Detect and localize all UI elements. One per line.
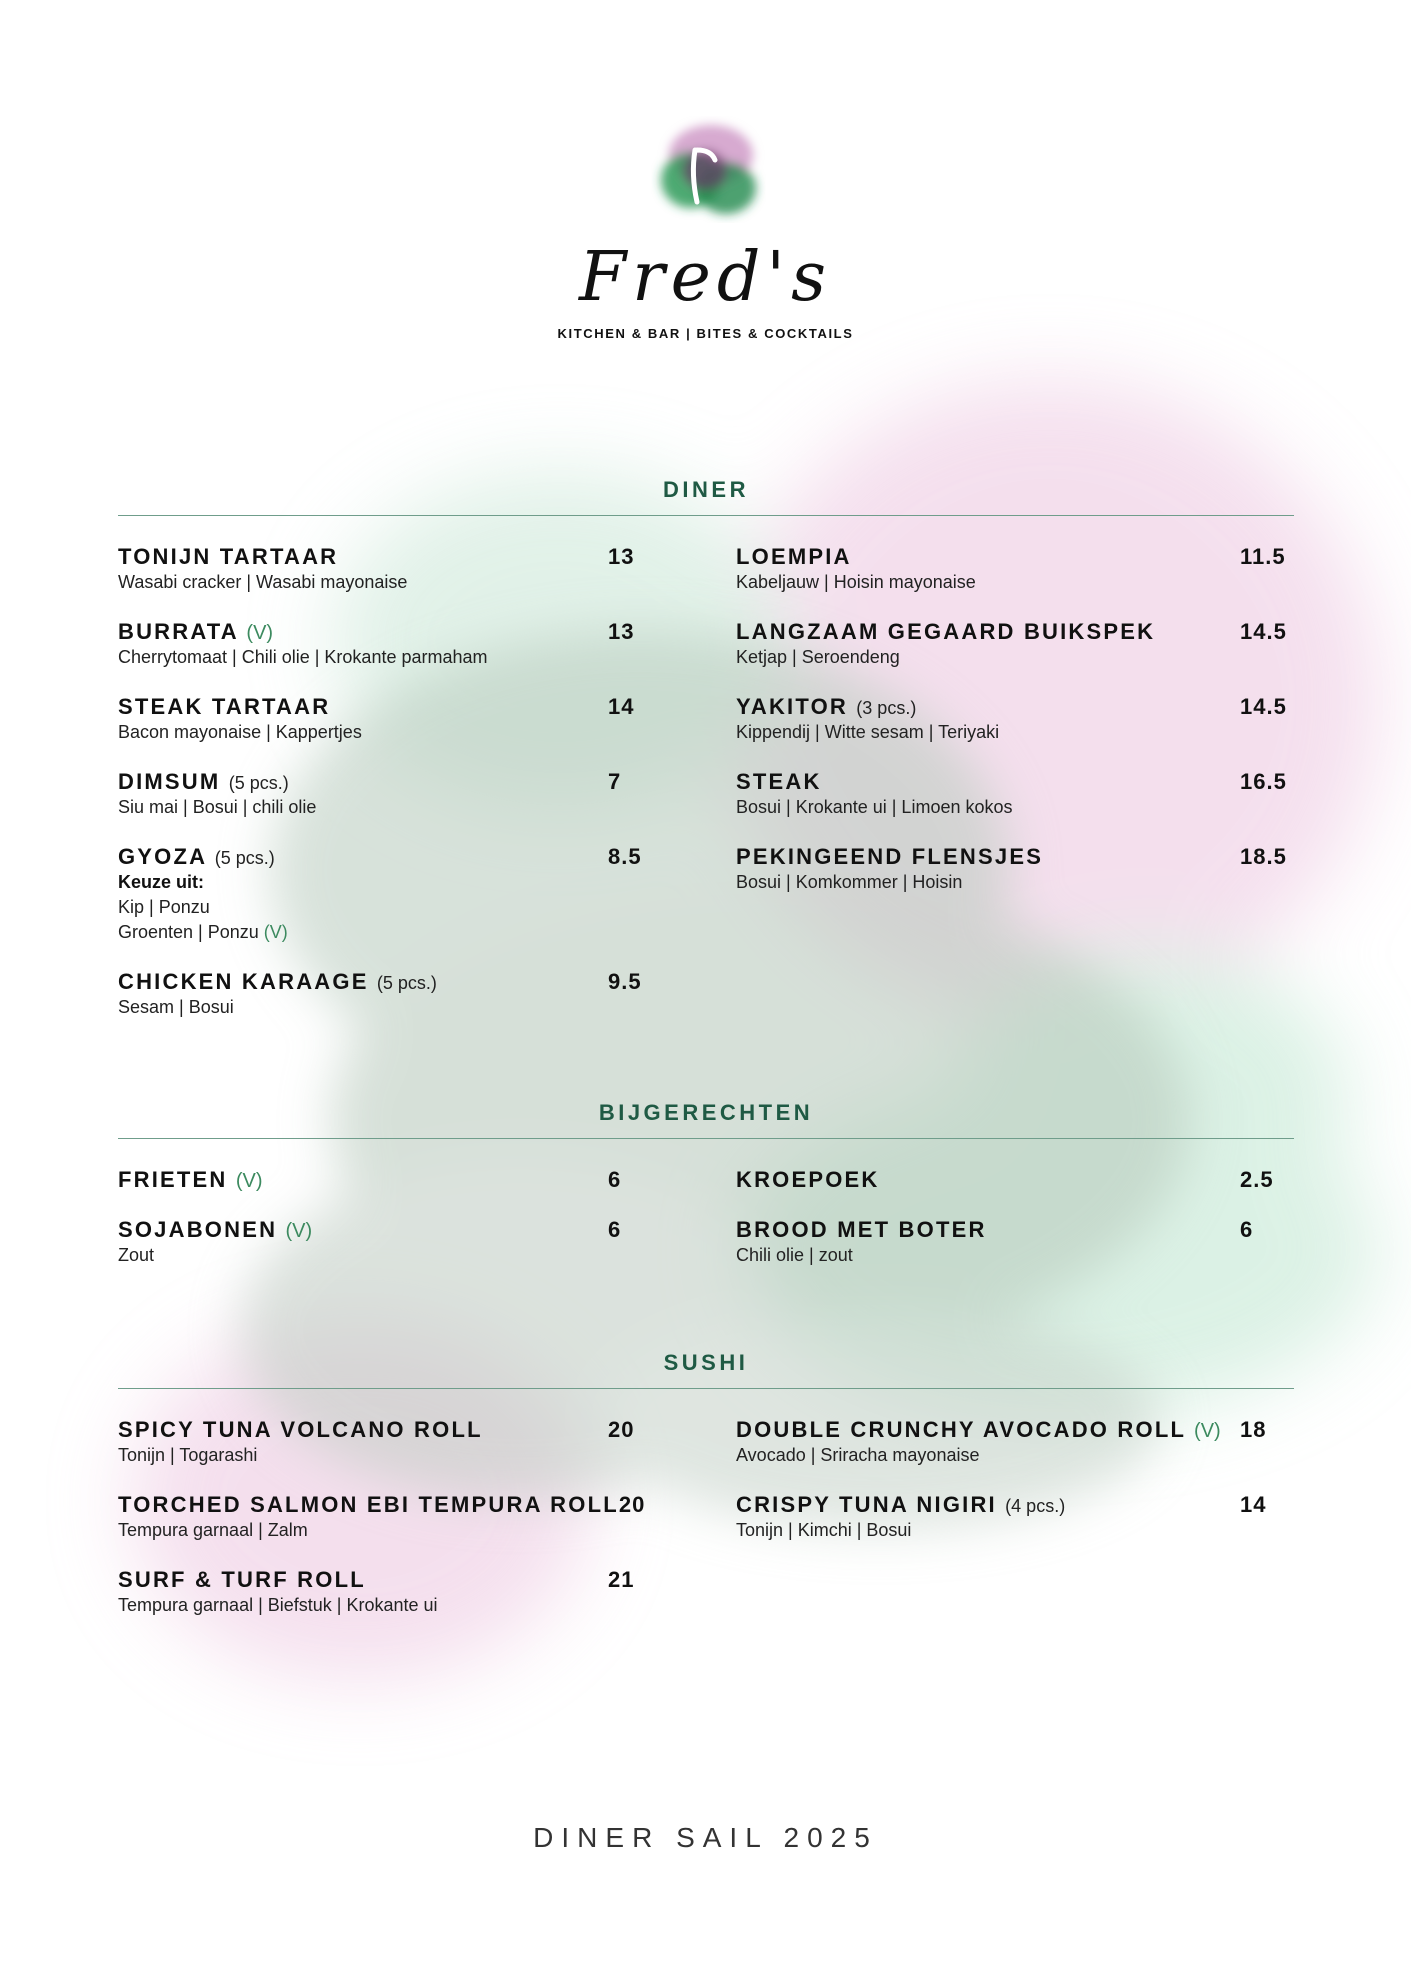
menu-item-price: 2.5 bbox=[1240, 1167, 1274, 1192]
menu-item-row bbox=[118, 544, 658, 570]
choice-option bbox=[118, 895, 658, 920]
menu-item-row bbox=[118, 619, 658, 645]
menu-item-description: Siu mai | Bosui | chili olie bbox=[118, 797, 317, 817]
menu-item-row bbox=[118, 844, 658, 870]
section-divider bbox=[118, 515, 1294, 516]
menu-item-description: Tonijn | Togarashi bbox=[118, 1445, 258, 1465]
menu-item-row bbox=[118, 1167, 658, 1193]
menu-item-price: 20 bbox=[608, 1417, 635, 1442]
menu-item-description: Tonijn | Kimchi | Bosui bbox=[736, 1520, 912, 1540]
menu-item bbox=[118, 1167, 658, 1193]
section-sushi bbox=[118, 1348, 1294, 1642]
menu-item-title bbox=[118, 694, 330, 720]
menu-item-row bbox=[118, 769, 658, 795]
menu-column-left bbox=[118, 544, 658, 1044]
menu-item-row bbox=[118, 694, 658, 720]
menu-item-name: STEAK bbox=[736, 769, 822, 794]
menu-column-right bbox=[736, 544, 1294, 1044]
menu-item-description: Ketjap | Seroendeng bbox=[736, 647, 900, 667]
menu-item-name: GYOZA bbox=[118, 844, 207, 869]
menu-item-title bbox=[118, 1492, 619, 1518]
logo-tagline: KITCHEN & BAR | BITES & COCKTAILS bbox=[557, 326, 854, 341]
menu-item-description: Bosui | Krokante ui | Limoen kokos bbox=[736, 797, 1013, 817]
menu-item-price: 18 bbox=[1240, 1417, 1267, 1442]
menu-item-name: SPICY TUNA VOLCANO ROLL bbox=[118, 1417, 483, 1442]
menu-item-price: 14.5 bbox=[1240, 694, 1287, 719]
menu-column-right bbox=[736, 1167, 1294, 1292]
menu-item-price: 18.5 bbox=[1240, 844, 1287, 869]
vegetarian-badge: (V) bbox=[263, 922, 288, 942]
portion-note: (4 pcs.) bbox=[1005, 1496, 1066, 1516]
menu-item bbox=[736, 544, 1294, 595]
menu-item-name: SOJABONEN bbox=[118, 1217, 278, 1242]
menu-item-price: 21 bbox=[608, 1567, 635, 1592]
menu-item-title bbox=[736, 769, 822, 795]
menu-item-name: LOEMPIA bbox=[736, 544, 852, 569]
section-divider bbox=[118, 1388, 1294, 1389]
menu-item-description: Sesam | Bosui bbox=[118, 997, 234, 1017]
menu-item-title bbox=[118, 1217, 312, 1243]
portion-note: (3 pcs.) bbox=[856, 698, 917, 718]
menu-item-title bbox=[736, 544, 852, 570]
menu-item bbox=[118, 694, 658, 745]
header bbox=[0, 110, 1411, 341]
menu-item-row bbox=[118, 1217, 658, 1243]
choice-option bbox=[118, 920, 658, 945]
section-bijgerechten bbox=[118, 1098, 1294, 1292]
menu-item-title bbox=[118, 1417, 483, 1443]
portion-note: (5 pcs.) bbox=[228, 773, 289, 793]
menu-item-title bbox=[736, 1217, 987, 1243]
menu-item-title bbox=[736, 619, 1155, 645]
menu-item-description: Zout bbox=[118, 1245, 155, 1265]
menu-item-title bbox=[118, 969, 437, 995]
menu-item-name: FRIETEN bbox=[118, 1167, 228, 1192]
menu-item bbox=[736, 1492, 1294, 1543]
footer-title: DINER SAIL 2025 bbox=[533, 1822, 878, 1853]
menu-item bbox=[118, 544, 658, 595]
menu-item-name: KROEPOEK bbox=[736, 1167, 880, 1192]
menu-item-price: 13 bbox=[608, 619, 635, 644]
menu-item-row bbox=[118, 1492, 658, 1518]
section-divider bbox=[118, 1138, 1294, 1139]
menu-item-name: BROOD MET BOTER bbox=[736, 1217, 987, 1242]
menu-item-price: 13 bbox=[608, 544, 635, 569]
menu-item-price: 16.5 bbox=[1240, 769, 1287, 794]
menu-item bbox=[118, 1492, 658, 1543]
menu-item-price: 6 bbox=[1240, 1217, 1254, 1242]
menu-item-description: Bacon mayonaise | Kappertjes bbox=[118, 722, 362, 742]
menu-item bbox=[118, 619, 658, 670]
menu-item-row bbox=[736, 769, 1294, 795]
menu-item-price: 14 bbox=[608, 694, 635, 719]
menu-item-row bbox=[118, 1567, 658, 1593]
menu-item-name: CRISPY TUNA NIGIRI bbox=[736, 1492, 997, 1517]
menu-item-name: DOUBLE CRUNCHY AVOCADO ROLL bbox=[736, 1417, 1186, 1442]
menu-item-name: YAKITOR bbox=[736, 694, 848, 719]
section-title: SUSHI bbox=[663, 1350, 749, 1375]
menu-item-name: LANGZAAM GEGAARD BUIKSPEK bbox=[736, 619, 1156, 644]
menu-item-description: Tempura garnaal | Biefstuk | Krokante ui bbox=[118, 1595, 438, 1615]
menu-item-price: 6 bbox=[608, 1217, 622, 1242]
choice-label: Keuze uit: bbox=[118, 872, 205, 892]
section-title: DINER bbox=[663, 477, 749, 502]
menu-item bbox=[736, 1167, 1294, 1193]
logo-wordmark: Fred's bbox=[578, 238, 833, 317]
menu-item-row bbox=[736, 844, 1294, 870]
vegetarian-badge: (V) bbox=[1194, 1420, 1221, 1442]
menu-item-row bbox=[736, 694, 1294, 720]
menu-item-title bbox=[118, 544, 338, 570]
menu-item bbox=[118, 769, 658, 820]
portion-note: (5 pcs.) bbox=[214, 848, 275, 868]
section-diner bbox=[118, 475, 1294, 1044]
menu-item-name: CHICKEN KARAAGE bbox=[118, 969, 369, 994]
menu-item-price: 14 bbox=[1240, 1492, 1267, 1517]
menu-item-price: 9.5 bbox=[608, 969, 642, 994]
menu-item-row bbox=[736, 1417, 1294, 1443]
menu-item bbox=[118, 844, 658, 945]
menu-item-price: 8.5 bbox=[608, 844, 642, 869]
menu-item-row bbox=[736, 1217, 1294, 1243]
portion-note: (5 pcs.) bbox=[376, 973, 437, 993]
menu-item-price: 6 bbox=[608, 1167, 622, 1192]
menu-item-price: 7 bbox=[608, 769, 622, 794]
menu-column-left bbox=[118, 1167, 658, 1292]
menu-item-name: PEKINGEEND FLENSJES bbox=[736, 844, 1044, 869]
menu-item-description: Bosui | Komkommer | Hoisin bbox=[736, 872, 963, 892]
menu-item-price: 20 bbox=[618, 1492, 646, 1517]
menu-item-row bbox=[118, 969, 658, 995]
menu-item-name: BURRATA bbox=[118, 619, 239, 644]
menu-item-name: STEAK TARTAAR bbox=[118, 694, 331, 719]
menu-item-title bbox=[736, 844, 1043, 870]
section-title: BIJGERECHTEN bbox=[598, 1100, 814, 1125]
menu-item-title bbox=[118, 1167, 263, 1193]
vegetarian-badge: (V) bbox=[235, 1170, 263, 1192]
menu-item-row bbox=[736, 1492, 1294, 1518]
menu-item-name: DIMSUM bbox=[118, 769, 221, 794]
menu-item-title bbox=[118, 769, 289, 795]
menu-item-title bbox=[736, 1417, 1221, 1443]
menu-item-row bbox=[736, 544, 1294, 570]
vegetarian-badge: (V) bbox=[246, 622, 274, 644]
menu-item-title bbox=[736, 1167, 880, 1193]
menu-item bbox=[118, 1567, 658, 1618]
menu-item-price: 14.5 bbox=[1240, 619, 1287, 644]
menu-item-title bbox=[118, 619, 273, 645]
menu-item bbox=[736, 844, 1294, 895]
menu-item bbox=[736, 769, 1294, 820]
choice-option-text: Kip | Ponzu bbox=[118, 897, 210, 917]
menu-item bbox=[118, 969, 658, 1020]
menu-item-title bbox=[736, 694, 916, 720]
menu-item-title bbox=[118, 1567, 366, 1593]
menu-item-row bbox=[118, 1417, 658, 1443]
menu-item-description: Wasabi cracker | Wasabi mayonaise bbox=[118, 572, 408, 592]
menu-item bbox=[118, 1217, 658, 1268]
menu-column-right bbox=[736, 1417, 1294, 1642]
logo-watercolor-icon bbox=[641, 110, 771, 240]
menu-item bbox=[736, 694, 1294, 745]
menu-item-description: Avocado | Sriracha mayonaise bbox=[736, 1445, 980, 1465]
menu-item-name: TONIJN TARTAAR bbox=[118, 544, 339, 569]
menu-item bbox=[118, 1417, 658, 1468]
menu-item-title bbox=[736, 1492, 1065, 1518]
menu-item-description: Chili olie | zout bbox=[736, 1245, 853, 1265]
menu-item-name: TORCHED SALMON EBI TEMPURA ROLL bbox=[118, 1492, 619, 1517]
menu-item-title bbox=[118, 844, 275, 870]
menu-item bbox=[736, 1217, 1294, 1268]
menu-item-description: Tempura garnaal | Zalm bbox=[118, 1520, 308, 1540]
menu-item-row bbox=[736, 619, 1294, 645]
menu-item-price: 11.5 bbox=[1240, 544, 1286, 569]
menu-item-row bbox=[736, 1167, 1294, 1193]
menu-item-description: Cherrytomaat | Chili olie | Krokante parmaham bbox=[118, 647, 488, 667]
menu-item-description: Kabeljauw | Hoisin mayonaise bbox=[736, 572, 976, 592]
vegetarian-badge: (V) bbox=[285, 1220, 313, 1242]
menu-item-description: Kippendij | Witte sesam | Teriyaki bbox=[736, 722, 1000, 742]
menu-item bbox=[736, 1417, 1294, 1468]
menu-item-name: SURF & TURF ROLL bbox=[118, 1567, 366, 1592]
choice-option-text: Groenten | Ponzu bbox=[118, 922, 259, 942]
menu-column-left bbox=[118, 1417, 658, 1642]
menu-item bbox=[736, 619, 1294, 670]
